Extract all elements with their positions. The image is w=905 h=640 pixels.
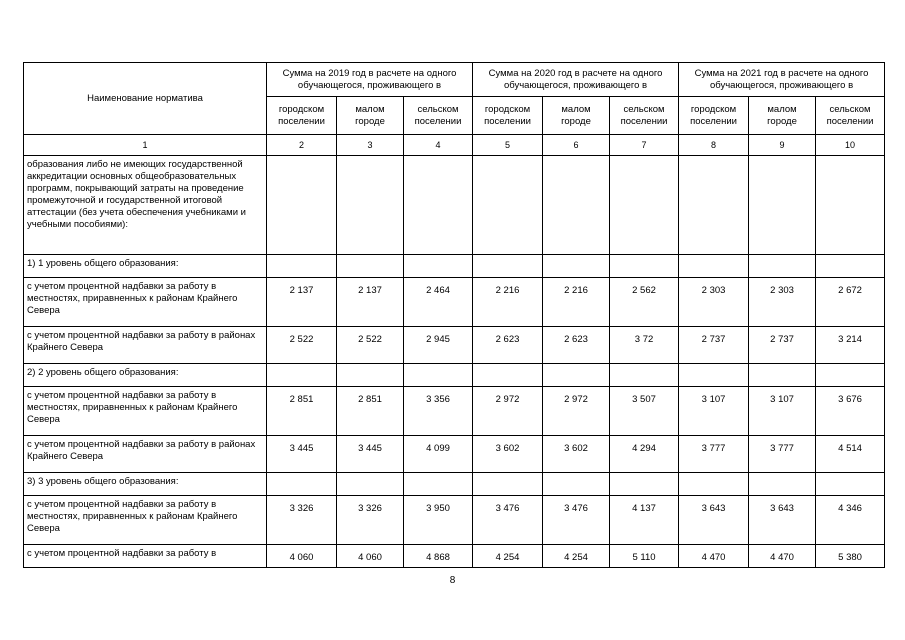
table-row (24, 436, 885, 473)
table-row (24, 156, 885, 255)
header-sub-col: сельском поселении (610, 97, 679, 135)
value-cell: 2 972 (473, 387, 543, 436)
value-cell (404, 255, 473, 278)
column-number: 7 (610, 135, 679, 156)
value-cell: 2 464 (404, 278, 473, 327)
value-cell: 4 868 (404, 545, 473, 568)
value-cell: 2 216 (543, 278, 610, 327)
value-cell: 4 254 (473, 545, 543, 568)
column-number: 8 (679, 135, 749, 156)
value-cell: 3 602 (473, 436, 543, 473)
value-cell: 4 294 (610, 436, 679, 473)
table-row (24, 278, 885, 327)
value-cell: 4 254 (543, 545, 610, 568)
value-cell (610, 473, 679, 496)
value-cell (749, 473, 816, 496)
value-cell: 4 137 (610, 496, 679, 545)
header-sub-col: малом городе (543, 97, 610, 135)
value-cell: 2 623 (543, 327, 610, 364)
value-cell (610, 364, 679, 387)
header-sub-col: сельском поселении (816, 97, 885, 135)
value-cell: 5 380 (816, 545, 885, 568)
normatives-table (23, 62, 885, 568)
table-row (24, 496, 885, 545)
value-cell (473, 364, 543, 387)
value-cell: 2 737 (679, 327, 749, 364)
value-cell (749, 364, 816, 387)
value-cell: 3 445 (337, 436, 404, 473)
value-cell (543, 473, 610, 496)
value-cell (679, 473, 749, 496)
value-cell (473, 156, 543, 255)
value-cell (337, 156, 404, 255)
value-cell (267, 473, 337, 496)
row-name-cell: 2) 2 уровень общего образования: (24, 364, 267, 387)
column-numbers-row (24, 135, 885, 156)
value-cell: 3 777 (749, 436, 816, 473)
header-year-2019: Сумма на 2019 год в расчете на одного обучающегося, проживающего в (267, 63, 473, 97)
value-cell: 2 851 (337, 387, 404, 436)
value-cell (267, 364, 337, 387)
value-cell: 2 737 (749, 327, 816, 364)
value-cell (267, 156, 337, 255)
table-row (24, 473, 885, 496)
value-cell: 3 507 (610, 387, 679, 436)
value-cell (816, 255, 885, 278)
value-cell (267, 255, 337, 278)
value-cell: 2 303 (679, 278, 749, 327)
value-cell: 4 514 (816, 436, 885, 473)
value-cell: 2 672 (816, 278, 885, 327)
value-cell (749, 255, 816, 278)
value-cell (543, 156, 610, 255)
value-cell: 4 060 (267, 545, 337, 568)
value-cell: 3 214 (816, 327, 885, 364)
value-cell: 4 099 (404, 436, 473, 473)
value-cell (679, 255, 749, 278)
value-cell: 2 623 (473, 327, 543, 364)
value-cell (337, 364, 404, 387)
value-cell: 2 137 (267, 278, 337, 327)
column-number: 2 (267, 135, 337, 156)
value-cell (816, 156, 885, 255)
value-cell (816, 364, 885, 387)
value-cell: 4 060 (337, 545, 404, 568)
header-year-2020: Сумма на 2020 год в расчете на одного обучающегося, проживающего в (473, 63, 679, 97)
row-name-cell: с учетом процентной надбавки за работу в районах Крайнего Севера (24, 436, 267, 473)
value-cell: 3 950 (404, 496, 473, 545)
value-cell (337, 473, 404, 496)
value-cell (473, 473, 543, 496)
value-cell: 4 470 (679, 545, 749, 568)
value-cell: 2 972 (543, 387, 610, 436)
value-cell: 3 445 (267, 436, 337, 473)
value-cell (543, 364, 610, 387)
table-row (24, 545, 885, 568)
value-cell (679, 364, 749, 387)
value-cell: 3 356 (404, 387, 473, 436)
value-cell: 3 777 (679, 436, 749, 473)
header-sub-col: малом городе (337, 97, 404, 135)
row-name-cell: с учетом процентной надбавки за работу в местностях, приравненных к районам Крайнего Севера (24, 496, 267, 545)
column-number: 10 (816, 135, 885, 156)
value-cell: 2 137 (337, 278, 404, 327)
value-cell (404, 156, 473, 255)
row-name-cell: 1) 1 уровень общего образования: (24, 255, 267, 278)
header-sub-col: городском поселении (473, 97, 543, 135)
header-year-2021: Сумма на 2021 год в расчете на одного обучающегося, проживающего в (679, 63, 885, 97)
value-cell (543, 255, 610, 278)
value-cell: 3 476 (473, 496, 543, 545)
value-cell (679, 156, 749, 255)
value-cell: 3 326 (337, 496, 404, 545)
column-number: 4 (404, 135, 473, 156)
value-cell (610, 255, 679, 278)
row-name-cell: с учетом процентной надбавки за работу в местностях, приравненных к районам Крайнего Севера (24, 278, 267, 327)
column-number: 6 (543, 135, 610, 156)
value-cell: 3 326 (267, 496, 337, 545)
value-cell: 2 522 (337, 327, 404, 364)
value-cell (610, 156, 679, 255)
value-cell: 2 216 (473, 278, 543, 327)
value-cell (816, 473, 885, 496)
column-number: 9 (749, 135, 816, 156)
value-cell (404, 364, 473, 387)
row-name-cell: 3) 3 уровень общего образования: (24, 473, 267, 496)
table-row (24, 364, 885, 387)
column-number: 5 (473, 135, 543, 156)
page-number: 8 (449, 575, 456, 586)
value-cell: 3 72 (610, 327, 679, 364)
header-sub-col: сельском поселении (404, 97, 473, 135)
header-name-column: Наименование норматива (24, 63, 267, 135)
header-sub-col: городском поселении (679, 97, 749, 135)
table-row (24, 387, 885, 436)
value-cell: 5 110 (610, 545, 679, 568)
header-sub-col: малом городе (749, 97, 816, 135)
value-cell (404, 473, 473, 496)
value-cell: 3 107 (679, 387, 749, 436)
row-name-cell: образования либо не имеющих государственной аккредитации основных общеобразовательных программ, покрывающий затраты на проведение промежуточной и государственной итоговой аттестации (без учета обеспечения учебниками и учебными пособиями): (24, 156, 267, 255)
header-row-years (24, 63, 885, 97)
value-cell: 2 562 (610, 278, 679, 327)
value-cell: 2 945 (404, 327, 473, 364)
value-cell: 3 476 (543, 496, 610, 545)
value-cell: 4 470 (749, 545, 816, 568)
value-cell (749, 156, 816, 255)
value-cell: 3 643 (749, 496, 816, 545)
value-cell (473, 255, 543, 278)
value-cell: 2 851 (267, 387, 337, 436)
row-name-cell: с учетом процентной надбавки за работу в (24, 545, 267, 568)
value-cell: 3 107 (749, 387, 816, 436)
table-row (24, 255, 885, 278)
column-number: 1 (24, 135, 267, 156)
value-cell: 3 602 (543, 436, 610, 473)
value-cell: 4 346 (816, 496, 885, 545)
value-cell: 3 676 (816, 387, 885, 436)
row-name-cell: с учетом процентной надбавки за работу в районах Крайнего Севера (24, 327, 267, 364)
value-cell (337, 255, 404, 278)
value-cell: 3 643 (679, 496, 749, 545)
value-cell: 2 522 (267, 327, 337, 364)
table-row (24, 327, 885, 364)
column-number: 3 (337, 135, 404, 156)
header-sub-col: городском поселении (267, 97, 337, 135)
row-name-cell: с учетом процентной надбавки за работу в местностях, приравненных к районам Крайнего Севера (24, 387, 267, 436)
value-cell: 2 303 (749, 278, 816, 327)
